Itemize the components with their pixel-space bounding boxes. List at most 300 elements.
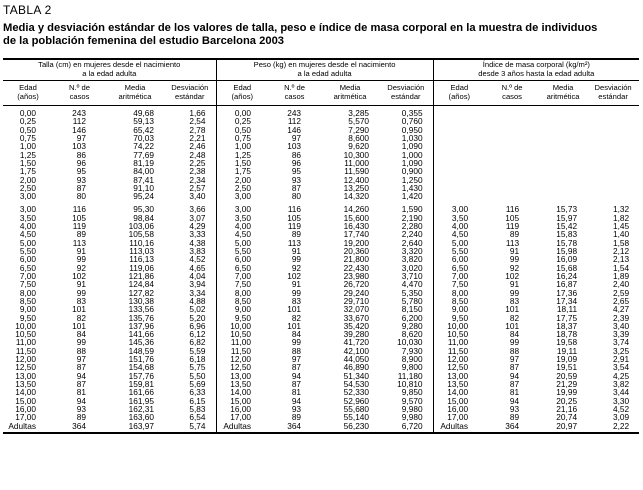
table-row [3, 405, 639, 413]
edad-header [216, 81, 268, 106]
casos-cell: 146 [287, 125, 302, 134]
table-row [3, 167, 639, 175]
casos-cell: 99 [509, 288, 520, 297]
media-cell: 49,68 [133, 108, 154, 118]
desviacion-cell: 5,59 [189, 346, 206, 356]
media-cell: 55,680 [343, 404, 370, 414]
media-cell: 3,285 [348, 108, 370, 118]
edad-cell: 10,50 [15, 330, 36, 339]
media-cell: 22,430 [343, 263, 370, 272]
desviacion-cell: 9,980 [401, 413, 423, 422]
desviacion-cell: 1,250 [401, 175, 423, 184]
column-header-line: Desviación [594, 83, 632, 93]
media-cell [539, 106, 587, 118]
edad-cell [433, 151, 485, 159]
media-cell: 15,600 [343, 213, 370, 223]
edad-cell: 4,00 [433, 222, 485, 230]
desviacion-cell: 1,090 [401, 158, 423, 168]
media-cell: 16,24 [556, 271, 578, 281]
table-row [3, 338, 639, 346]
desviacion-cell: 2,48 [189, 150, 206, 159]
casos-cell: 94 [76, 396, 86, 405]
desviacion-cell: 6,15 [189, 396, 206, 405]
desviacion-cell: 6,12 [189, 330, 206, 339]
casos-cell: 97 [76, 355, 86, 364]
edad-cell: 17,00 [433, 413, 485, 421]
media-cell: 77,69 [133, 150, 154, 159]
edad-cell [433, 117, 485, 125]
desviacion-cell: 3,020 [401, 263, 423, 272]
casos-cell: 99 [291, 338, 302, 347]
desviacion-cell: 3,54 [612, 363, 630, 372]
casos-cell: 87 [76, 380, 86, 389]
desviacion-cell: 2,38 [189, 167, 206, 176]
column-header-line: N.º de [501, 83, 523, 93]
casos-cell: 101 [72, 321, 86, 331]
media-header [321, 81, 379, 106]
edad-cell: 17,00 [216, 413, 268, 421]
desviacion-cell: 3,94 [189, 280, 206, 289]
casos-cell: 113 [287, 238, 302, 247]
desviacion-cell [587, 142, 639, 150]
casos-cell: 91 [291, 247, 302, 256]
casos-cell: 83 [76, 296, 86, 306]
media-cell: 51,340 [343, 371, 370, 380]
desviacion-cell: 10,030 [397, 338, 423, 347]
table-row [3, 314, 639, 322]
edad-cell: 15,00 [433, 397, 485, 405]
casos-cell: 99 [76, 255, 86, 264]
media-cell: 154,68 [128, 363, 154, 372]
casos-cell: 92 [509, 263, 520, 272]
media-cell [539, 142, 587, 150]
media-cell: 15,68 [556, 263, 578, 272]
media-cell: 21,16 [556, 404, 578, 414]
media-cell: 95,30 [133, 205, 154, 214]
media-cell: 20,97 [556, 421, 578, 431]
table-row [3, 176, 639, 184]
desviacion-cell: 6,18 [189, 355, 206, 364]
table-row [3, 305, 639, 313]
column-header-line: Media [339, 83, 361, 93]
media-cell: 110,16 [129, 238, 154, 247]
media-cell: 54,530 [343, 380, 370, 389]
media-cell: 56,230 [343, 421, 370, 431]
media-cell: 19,58 [556, 338, 578, 347]
edad-cell: 16,00 [216, 405, 268, 413]
casos-cell: 93 [509, 404, 520, 414]
media-cell: 21,29 [556, 380, 578, 389]
edad-cell: 16,00 [15, 404, 36, 414]
edad-cell [433, 106, 485, 118]
edad-cell: 13,50 [216, 380, 268, 388]
media-cell: 11,000 [344, 158, 370, 168]
casos-cell: 103 [287, 142, 302, 151]
casos-cell [485, 167, 539, 175]
media-cell: 20,74 [556, 413, 578, 422]
media-cell: 16,87 [556, 280, 578, 289]
table-row [3, 289, 639, 297]
casos-cell: 119 [72, 222, 86, 231]
media-cell [539, 167, 587, 175]
media-cell: 163,97 [128, 421, 154, 431]
edad-cell: 9,50 [433, 314, 485, 322]
media-cell: 18,37 [556, 321, 578, 331]
casos-cell: 146 [72, 125, 86, 134]
desviacion-cell: 6,96 [189, 321, 206, 331]
media-cell: 13,250 [343, 183, 370, 193]
column-header-line: Media [124, 83, 146, 93]
edad-cell: 4,00 [216, 222, 268, 230]
table-row [3, 422, 639, 433]
casos-cell: 80 [291, 192, 302, 201]
casos-cell: 119 [287, 222, 302, 231]
casos-cell: 243 [287, 108, 302, 118]
edad-cell: 10,50 [433, 330, 485, 338]
desviacion-cell: 4,65 [189, 263, 206, 272]
media-cell: 91,10 [133, 183, 154, 193]
edad-cell: 1,00 [216, 142, 268, 150]
casos-cell: 89 [76, 230, 86, 239]
desviacion-cell: 8,620 [401, 330, 423, 339]
edad-cell: 4,50 [433, 230, 485, 238]
casos-header [485, 81, 539, 106]
media-cell: 151,76 [128, 355, 154, 364]
media-cell: 127,82 [128, 288, 154, 297]
desviacion-cell: 1,090 [401, 142, 423, 151]
casos-cell: 102 [505, 271, 520, 281]
desviacion-cell: 5,20 [189, 313, 206, 322]
table-body [3, 106, 639, 433]
casos-cell [485, 106, 539, 118]
desviacion-cell: 3,74 [612, 338, 630, 347]
casos-cell: 86 [291, 150, 302, 159]
table-row [3, 205, 639, 213]
column-header-line: Edad [450, 83, 469, 93]
media-cell: 65,42 [133, 125, 154, 134]
casos-cell: 119 [505, 222, 520, 231]
table-row [3, 106, 639, 118]
media-header [539, 81, 587, 106]
casos-cell: 105 [72, 213, 86, 223]
media-cell: 15,97 [556, 213, 578, 223]
desviacion-cell: 4,27 [612, 305, 630, 314]
casos-cell: 97 [291, 133, 302, 143]
desviacion-cell: 2,12 [612, 247, 630, 256]
table-row [3, 239, 639, 247]
edad-cell: 3,00 [216, 192, 268, 200]
casos-cell: 87 [509, 363, 520, 372]
media-cell: 137,96 [128, 321, 154, 331]
desviacion-cell: 4,04 [189, 271, 206, 281]
desviacion-cell [587, 184, 639, 192]
casos-cell: 91 [291, 280, 302, 289]
edad-cell: 3,00 [216, 205, 268, 213]
media-cell: 133,56 [128, 305, 154, 314]
column-header-line: Desviación [387, 83, 425, 93]
column-header-row [3, 81, 639, 106]
edad-cell [433, 167, 485, 175]
column-header-line: casos [284, 92, 305, 101]
media-cell [539, 134, 587, 142]
casos-cell: 94 [509, 371, 520, 380]
edad-cell: 1,75 [216, 167, 268, 175]
edad-cell: 2,50 [19, 183, 36, 193]
desviacion-cell: 2,65 [612, 296, 630, 306]
column-header-line: Edad [233, 83, 252, 93]
edad-cell: 0,25 [216, 117, 268, 125]
column-header-line: (años) [17, 92, 39, 101]
group-header-line: desde 3 años hasta la edad adulta [478, 69, 595, 78]
column-header-line: N.º de [284, 83, 306, 93]
casos-cell [485, 184, 539, 192]
casos-cell: 99 [509, 255, 520, 264]
media-cell: 161,66 [128, 388, 154, 397]
desviacion-header [587, 81, 639, 106]
media-cell: 157,76 [128, 371, 154, 380]
desviacion-cell: 5,50 [189, 371, 206, 380]
media-cell: 141,66 [128, 330, 154, 339]
desviacion-cell [587, 159, 639, 167]
desviacion-cell: 9,850 [401, 388, 423, 397]
casos-cell: 92 [291, 263, 302, 272]
casos-cell: 101 [287, 305, 302, 314]
table-row [3, 264, 639, 272]
desviacion-cell: 0,900 [401, 167, 423, 176]
media-cell: 70,03 [133, 133, 154, 143]
edad-cell: 3,50 [433, 214, 485, 222]
media-cell: 20,25 [556, 396, 578, 405]
table-row [3, 222, 639, 230]
casos-cell: 101 [505, 305, 520, 314]
media-header [106, 81, 164, 106]
media-cell: 84,00 [133, 167, 154, 176]
desviacion-cell: 2,57 [189, 183, 206, 193]
desviacion-cell: 5,350 [401, 288, 423, 297]
desviacion-cell: 3,34 [189, 288, 206, 297]
edad-cell: 11,00 [15, 338, 36, 347]
edad-cell: 1,00 [19, 142, 36, 151]
media-cell: 161,95 [128, 396, 154, 405]
column-header-line: (años) [448, 92, 471, 101]
desviacion-cell: 3,39 [612, 330, 630, 339]
casos-cell: 87 [291, 183, 302, 193]
edad-cell: 9,00 [216, 305, 268, 313]
data-table [3, 58, 639, 434]
edad-cell: 0,00 [19, 108, 36, 118]
desviacion-cell: 7,930 [401, 346, 423, 356]
desviacion-cell: 3,33 [189, 230, 206, 239]
media-cell: 19,99 [556, 388, 578, 397]
casos-cell: 88 [509, 346, 520, 356]
edad-cell: 12,50 [15, 363, 36, 372]
desviacion-cell: 1,420 [401, 192, 423, 201]
edad-cell: 0,00 [216, 106, 268, 118]
casos-cell [485, 126, 539, 134]
edad-cell [433, 159, 485, 167]
desviacion-cell [587, 117, 639, 125]
table-row [3, 255, 639, 263]
desviacion-cell: 4,88 [189, 296, 206, 306]
edad-cell: 9,00 [19, 305, 36, 314]
edad-cell: 12,00 [216, 355, 268, 363]
edad-cell: 0,25 [19, 117, 36, 126]
media-cell: 105,58 [128, 230, 154, 239]
column-header-line: estándar [598, 92, 628, 101]
media-cell: 19,09 [556, 355, 578, 364]
casos-cell: 112 [72, 117, 86, 126]
desviacion-cell: 2,34 [189, 175, 206, 184]
edad-cell: 1,75 [19, 167, 36, 176]
edad-cell [433, 142, 485, 150]
desviacion-cell: 4,29 [189, 222, 206, 231]
casos-cell: 83 [291, 296, 302, 306]
media-cell: 19,200 [343, 238, 370, 247]
table-row [3, 184, 639, 192]
table-row [3, 280, 639, 288]
casos-cell: 92 [76, 263, 86, 272]
desviacion-cell: 0,355 [401, 108, 423, 118]
edad-cell: 3,00 [433, 205, 485, 213]
media-cell: 15,73 [556, 205, 578, 214]
edad-cell: 10,00 [433, 322, 485, 330]
edad-cell: 15,00 [15, 396, 36, 405]
casos-cell: 87 [291, 380, 302, 389]
desviacion-cell: 3,25 [612, 346, 630, 356]
casos-cell: 96 [291, 158, 302, 168]
table-row [3, 388, 639, 396]
edad-cell: 4,50 [216, 230, 268, 238]
media-cell: 121,86 [128, 271, 154, 281]
table-row [3, 322, 639, 330]
table-row [3, 413, 639, 421]
column-header-line: aritmética [333, 92, 367, 101]
casos-header [53, 81, 106, 106]
column-header-line: N.º de [69, 83, 90, 93]
casos-cell [485, 117, 539, 125]
media-cell [539, 151, 587, 159]
edad-cell: 0,75 [19, 133, 36, 143]
media-cell: 15,83 [556, 230, 578, 239]
casos-cell: 364 [505, 421, 520, 431]
casos-cell: 102 [72, 271, 86, 281]
desviacion-header [164, 81, 216, 106]
desviacion-cell: 3,07 [189, 213, 206, 223]
desviacion-cell: 1,030 [401, 133, 423, 143]
media-cell: 81,19 [133, 158, 154, 168]
media-cell: 18,78 [556, 330, 578, 339]
media-cell: 32,070 [343, 305, 370, 314]
desviacion-cell: 1,45 [612, 222, 630, 231]
desviacion-cell: 2,59 [612, 288, 630, 297]
table-caption [3, 22, 639, 48]
table-row [3, 380, 639, 388]
desviacion-cell: 8,900 [401, 355, 423, 364]
desviacion-cell: 3,320 [401, 247, 423, 256]
desviacion-cell [587, 134, 639, 142]
casos-cell: 101 [72, 305, 86, 314]
casos-cell [485, 142, 539, 150]
desviacion-cell [587, 106, 639, 118]
desviacion-cell: 1,54 [612, 263, 630, 272]
edad-cell: 16,00 [433, 405, 485, 413]
edad-cell: 0,75 [216, 134, 268, 142]
media-cell: 15,98 [556, 247, 578, 256]
casos-cell: 94 [76, 371, 86, 380]
edad-cell: 14,00 [433, 388, 485, 396]
group-header-imc [433, 59, 639, 81]
desviacion-cell: 9,980 [401, 404, 423, 414]
edad-cell: 7,50 [19, 280, 36, 289]
edad-cell: 13,50 [15, 380, 36, 389]
column-header-line: aritmética [118, 92, 152, 101]
column-header-line: (años) [231, 92, 254, 101]
desviacion-cell: 4,38 [189, 238, 206, 247]
desviacion-cell: 2,21 [189, 133, 206, 143]
media-cell: 74,22 [133, 142, 154, 151]
media-cell: 52,960 [343, 396, 370, 405]
casos-cell: 80 [76, 192, 86, 201]
edad-cell: 7,00 [216, 272, 268, 280]
casos-cell: 99 [76, 288, 86, 297]
desviacion-cell: 5,74 [189, 421, 206, 431]
desviacion-cell: 9,800 [401, 363, 423, 372]
edad-cell: 3,00 [19, 192, 36, 201]
media-cell: 52,330 [343, 388, 370, 397]
edad-header [433, 81, 485, 106]
media-cell: 145,36 [128, 338, 154, 347]
media-cell: 15,42 [556, 222, 578, 231]
casos-cell: 103 [72, 142, 86, 151]
table-row [3, 214, 639, 222]
media-cell: 26,720 [343, 280, 370, 289]
casos-cell: 95 [76, 167, 86, 176]
table-row [3, 126, 639, 134]
desviacion-cell: 2,54 [189, 117, 206, 126]
table-row [3, 230, 639, 238]
group-header-line: Talla (cm) en mujeres desde el nacimiento [38, 60, 181, 70]
desviacion-cell: 3,710 [401, 271, 423, 281]
desviacion-cell: 2,280 [401, 222, 423, 231]
group-header-line: a la edad adulta [82, 69, 137, 78]
edad-cell: 13,00 [15, 371, 36, 380]
table-row [3, 372, 639, 380]
table-row [3, 159, 639, 167]
casos-cell: 93 [291, 404, 302, 414]
edad-cell: Adultas [8, 421, 36, 431]
desviacion-cell: 2,240 [401, 230, 423, 239]
casos-cell: 89 [509, 413, 520, 422]
desviacion-cell: 5,02 [189, 305, 206, 314]
casos-cell: 113 [72, 238, 86, 247]
media-cell: 9,620 [348, 142, 370, 151]
group-header-line: Peso (kg) en mujeres desde el nacimiento [253, 60, 396, 70]
desviacion-cell: 3,83 [189, 247, 206, 256]
table-row [3, 397, 639, 405]
edad-cell: 11,50 [15, 346, 36, 356]
casos-cell: 82 [291, 313, 302, 322]
media-cell: 19,51 [556, 363, 578, 372]
media-cell: 21,800 [343, 255, 370, 264]
media-cell: 17,34 [556, 296, 578, 306]
media-cell: 113,03 [129, 247, 154, 256]
edad-cell: 5,00 [216, 239, 268, 247]
edad-cell: 13,00 [433, 372, 485, 380]
edad-header [3, 81, 53, 106]
desviacion-cell: 2,22 [612, 421, 630, 431]
edad-cell: 5,50 [19, 247, 36, 256]
edad-cell: 14,00 [216, 388, 268, 396]
